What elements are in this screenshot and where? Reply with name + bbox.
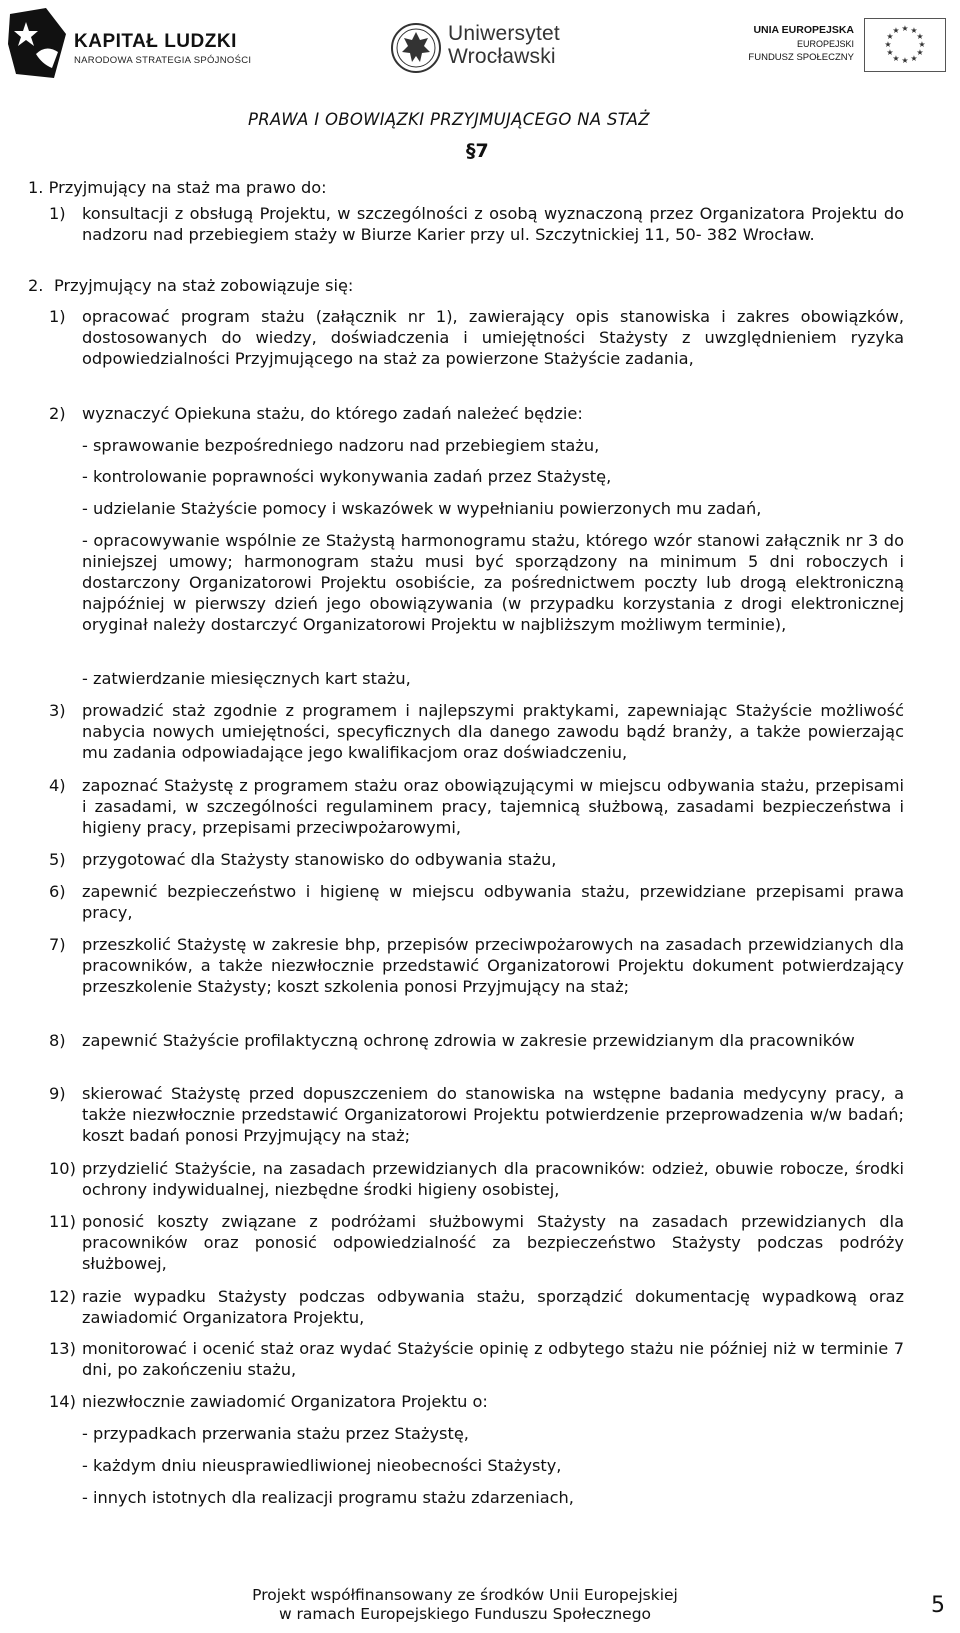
section1-heading: 1. Przyjmujący na staż ma prawo do: <box>28 178 327 197</box>
item-number: 10) <box>49 1159 76 1178</box>
item-number: 12) <box>49 1287 76 1306</box>
sub-list-item: - kontrolowanie poprawności wykonywania zadań przez Stażystę, <box>82 467 612 486</box>
kapital-ludzki-logo <box>6 4 306 84</box>
item-number: 7) <box>49 935 66 954</box>
sub-list-item: - każdym dniu nieusprawiedliwionej nieobecności Stażysty, <box>82 1456 562 1475</box>
list-item: przydzielić Stażyście, na zasadach przewidzianych dla pracowników: odzież, obuwie robocze, środki ochrony indywidualnej, niezbędne środki higieny osobistej, <box>82 1159 904 1199</box>
logo-left-title: KAPITAŁ LUDZKI <box>74 31 237 52</box>
item-number: 3) <box>49 701 66 720</box>
sub-list-item: - przypadkach przerwania stażu przez Stażystę, <box>82 1424 469 1443</box>
item-number: 14) <box>49 1392 76 1411</box>
svg-text:★: ★ <box>892 26 900 35</box>
svg-text:★: ★ <box>910 54 918 63</box>
list-item: przeszkolić Stażystę w zakresie bhp, przepisów przeciwpożarowych na zasadach przewidzianych dla pracowników, a także niezwłocznie przedstawić Organizatorowi Projektu dokument potwierdzający przeszkolenie Stażysty; koszt szkolenia ponosi Przyjmujący na staż; <box>82 935 904 996</box>
item-number: 11) <box>49 1212 76 1231</box>
svg-text:★: ★ <box>901 24 909 33</box>
list-item: niezwłocznie zawiadomić Organizatora Projektu o: <box>82 1392 488 1411</box>
kapital-ludzki-emblem-icon <box>6 4 70 82</box>
logo-center-line2: Wrocławski <box>448 45 556 68</box>
page-footer <box>230 1586 700 1624</box>
list-item: skierować Stażystę przed dopuszczeniem do stanowiska na wstępne badania medycyny pracy, a także niezwłocznie przedstawić Organizatorowi Projektu potwierdzenie przeprowadzenia w/w badań; koszt badań ponosi Przyjmujący na staż; <box>82 1084 904 1145</box>
logo-right-line1: UNIA EUROPEJSKA <box>753 24 854 36</box>
logo-center-line1: Uniwersytet <box>448 22 560 45</box>
svg-text:★: ★ <box>916 48 924 57</box>
item-number: 2) <box>49 404 66 423</box>
section2-heading: Przyjmujący na staż zobowiązuje się: <box>54 276 354 295</box>
list-item: monitorować i ocenić staż oraz wydać Stażyście opinię z odbytego stażu nie później niż w terminie 7 dni, po zakończeniu stażu, <box>82 1339 904 1379</box>
footer-line1: Projekt współfinansowany ze środków Unii Europejskiej <box>252 1586 678 1604</box>
item-number: 4) <box>49 776 66 795</box>
svg-text:★: ★ <box>892 54 900 63</box>
eu-logo <box>748 16 954 76</box>
list-item: wyznaczyć Opiekuna stażu, do którego zadań należeć będzie: <box>82 404 583 423</box>
list-item: razie wypadku Stażysty podczas odbywania stażu, sporządzić dokumentację wypadkową oraz zawiadomić Organizatora Projektu, <box>82 1287 904 1327</box>
svg-text:★: ★ <box>886 32 894 41</box>
item-number: 6) <box>49 882 66 901</box>
logo-left-subtitle: NARODOWA STRATEGIA SPÓJNOŚCI <box>74 55 252 66</box>
sub-list-item: - innych istotnych dla realizacji programu stażu zdarzeniach, <box>82 1488 574 1507</box>
list-item: przygotować dla Stażysty stanowisko do odbywania stażu, <box>82 850 557 869</box>
list-item: konsultacji z obsługą Projektu, w szczególności z osobą wyznaczoną przez Organizatora Projektu do nadzoru nad przebiegiem staży w Biurze Karier przy ul. Szczytnickiej 11, 50- 382 Wrocław. <box>82 204 904 244</box>
sub-list-item: - udzielanie Stażyście pomocy i wskazówek w wypełnianiu powierzonych mu zadań, <box>82 499 762 518</box>
sub-list-item: - zatwierdzanie miesięcznych kart stażu, <box>82 669 411 688</box>
item-number: 13) <box>49 1339 76 1358</box>
svg-text:★: ★ <box>884 40 892 49</box>
item-number: 9) <box>49 1084 66 1103</box>
list-item: prowadzić staż zgodnie z programem i najlepszymi praktykami, zapewniając Stażyście możliwość nabycia nowych umiejętności, specyficznych dla danego zawodu bądź branży, a także powierzając mu zadania odpowiadające jego kwalifikacjom oraz doświadczeniu, <box>82 701 904 762</box>
svg-text:★: ★ <box>910 26 918 35</box>
list-item: zapewnić bezpieczeństwo i higienę w miejscu odbywania stażu, przewidziane przepisami prawa pracy, <box>82 882 904 922</box>
list-item: zapewnić Stażyście profilaktyczną ochronę zdrowia w zakresie przewidzianym dla pracowników <box>82 1031 855 1050</box>
university-seal-icon <box>390 20 442 76</box>
item-number: 1) <box>49 204 66 223</box>
eu-flag-icon <box>864 18 946 72</box>
page-number: 5 <box>931 1593 945 1618</box>
svg-text:★: ★ <box>916 32 924 41</box>
section-title: PRAWA I OBOWIĄZKI PRZYJMUJĄCEGO NA STAŻ <box>248 110 650 129</box>
list-item: opracować program stażu (załącznik nr 1), zawierający opis stanowiska i zakres obowiązków, dostosowanych do wiedzy, doświadczenia i umiejętności Stażysty z uwzględnieniem ryzyka odpowiedzialności Przyjmującego na staż za powierzone Stażyście zadania, <box>82 307 904 368</box>
svg-text:★: ★ <box>918 40 926 49</box>
university-logo <box>390 20 590 80</box>
list-item: zapoznać Stażystę z programem stażu oraz obowiązującymi w miejscu odbywania stażu, przepisami i zasadami, w szczególności regulaminem pracy, tajemnicą służbową, zasadami bezpieczeństwa i higieny pracy, przepisami przeciwpożarowymi, <box>82 776 904 837</box>
logo-right-line3: FUNDUSZ SPOŁECZNY <box>748 52 854 63</box>
svg-text:★: ★ <box>886 48 894 57</box>
page-header <box>0 0 960 105</box>
sub-list-item: - opracowywanie wspólnie ze Stażystą harmonogramu stażu, którego wzór stanowi załącznik nr 3 do niniejszej umowy; harmonogram stażu musi być sporządzony na minimum 5 dni roboczych i dostarczony Organizatorowi Projektu osobiście, za pośrednictwem poczty lub drogą elektroniczną najpóźniej w pierwszy dzień jego obowiązywania (w przypadku korzystania z drogi elektronicznej oryginał należy dostarczyć Organizatorowi Projektu w najbliższym możliwym terminie), <box>82 531 904 634</box>
footer-line2: w ramach Europejskiego Funduszu Społecznego <box>278 1605 652 1623</box>
list-item: ponosić koszty związane z podróżami służbowymi Stażysty na zasadach przewidzianych dla pracowników oraz ponosić odpowiedzialność za bezpieczeństwo Stażysty podczas podróży służbowej, <box>82 1212 904 1273</box>
logo-right-line2: EUROPEJSKI <box>796 39 854 49</box>
item-number: 1) <box>49 307 66 326</box>
item-number: 5) <box>49 850 66 869</box>
paragraph-number: §7 <box>466 140 489 162</box>
svg-text:★: ★ <box>901 56 909 65</box>
sub-list-item: - sprawowanie bezpośredniego nadzoru nad przebiegiem stażu, <box>82 436 600 455</box>
section2-number: 2. <box>28 276 44 295</box>
item-number: 8) <box>49 1031 66 1050</box>
